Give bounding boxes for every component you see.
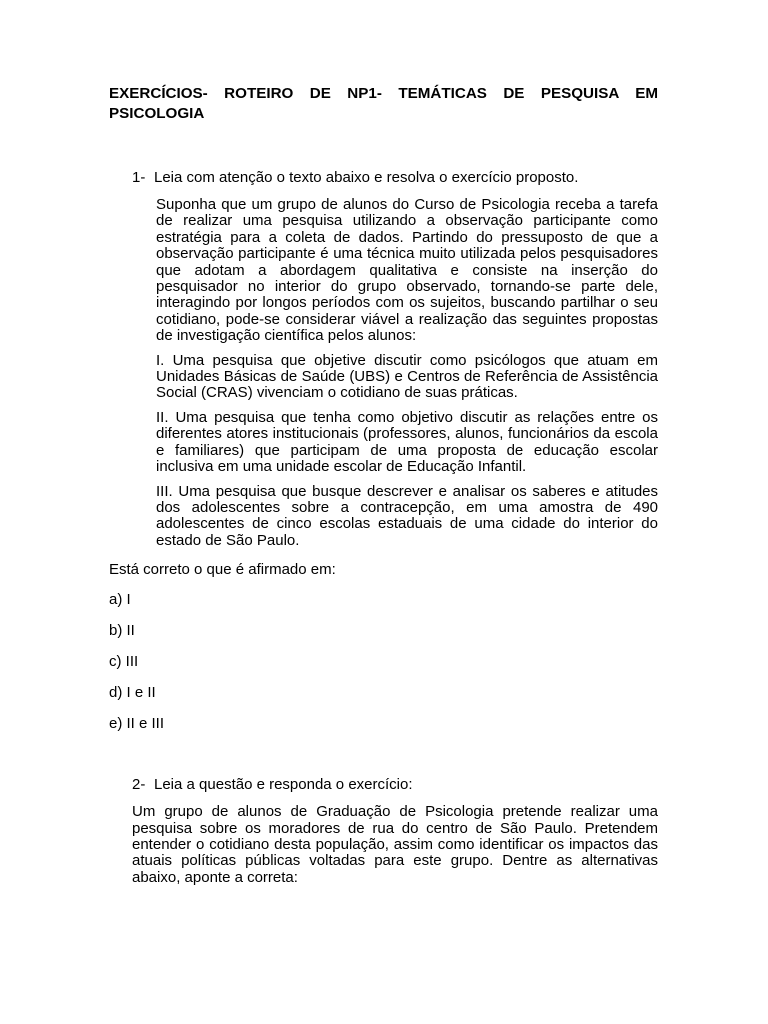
- question-1-ask: Está correto o que é afirmado em:: [109, 561, 336, 579]
- title-line-1: EXERCÍCIOS- ROTEIRO DE NP1- TEMÁTICAS DE PESQUISA EM: [109, 85, 658, 102]
- question-1-statement-3: III. Uma pesquisa que busque descrever e analisar os saberes e atitudes dos adolescentes sobre a contracepção, em uma amostra de 490 adolescentes de cinco escolas estaduais de uma cidade do interior do estado de São Paulo.: [156, 482, 658, 549]
- question-1-statement-2: II. Uma pesquisa que tenha como objetivo discutir as relações entre os diferentes atores institucionais (professores, alunos, funcionários da escola e familiares) que participam de uma proposta de educação escolar inclusiva em uma unidade escolar de Educação Infantil.: [156, 408, 658, 476]
- document-page: [109, 84, 658, 886]
- document-title: [109, 84, 658, 124]
- question-1-scenario: Suponha que um grupo de alunos do Curso de Psicologia receba a tarefa de realizar uma pesquisa utilizando a observação participante como estratégia para a coleta de dados. Partindo do pressuposto de que a observação participante é uma técnica muito utilizada pelos pesquisadores que adotam a abordagem qualitativa e consiste na inserção do pesquisador no interior do grupo observado, tornando-se parte dele, interagindo por longos períodos com os sujeitos, buscando partilhar o seu cotidiano, pode-se considerar viável a realização das seguintes propostas de investigação científica pelos alunos:: [156, 196, 658, 345]
- option-e: e) II e III: [109, 715, 165, 733]
- option-d: d) I e II: [109, 684, 156, 702]
- option-b: b) II: [109, 622, 135, 640]
- question-2-prompt: Leia a questão e responda o exercício:: [154, 776, 413, 794]
- question-2-number: 2-: [132, 776, 146, 794]
- question-1-number: 1-: [132, 169, 146, 186]
- title-line-2: PSICOLOGIA: [109, 105, 205, 122]
- option-c: c) III: [109, 653, 139, 671]
- question-1-statement-1: I. Uma pesquisa que objetive discutir como psicólogos que atuam em Unidades Básicas de Saúde (UBS) e Centros de Referência de Assistência Social (CRAS) vivenciam o cotidiano de suas práticas.: [156, 351, 658, 402]
- question-2-heading: [109, 776, 658, 793]
- question-1-prompt: Leia com atenção o texto abaixo e resolva o exercício proposto.: [154, 169, 579, 186]
- question-2-scenario: Um grupo de alunos de Graduação de Psicologia pretende realizar uma pesquisa sobre os moradores de rua do centro de São Paulo. Pretendem entender o cotidiano desta população, assim como identificar os impactos das atuais políticas públicas voltadas para este grupo. Dentre as alternativas abaixo, aponte a correta:: [132, 803, 658, 886]
- option-a: a) I: [109, 591, 131, 609]
- question-1-heading: [109, 169, 658, 186]
